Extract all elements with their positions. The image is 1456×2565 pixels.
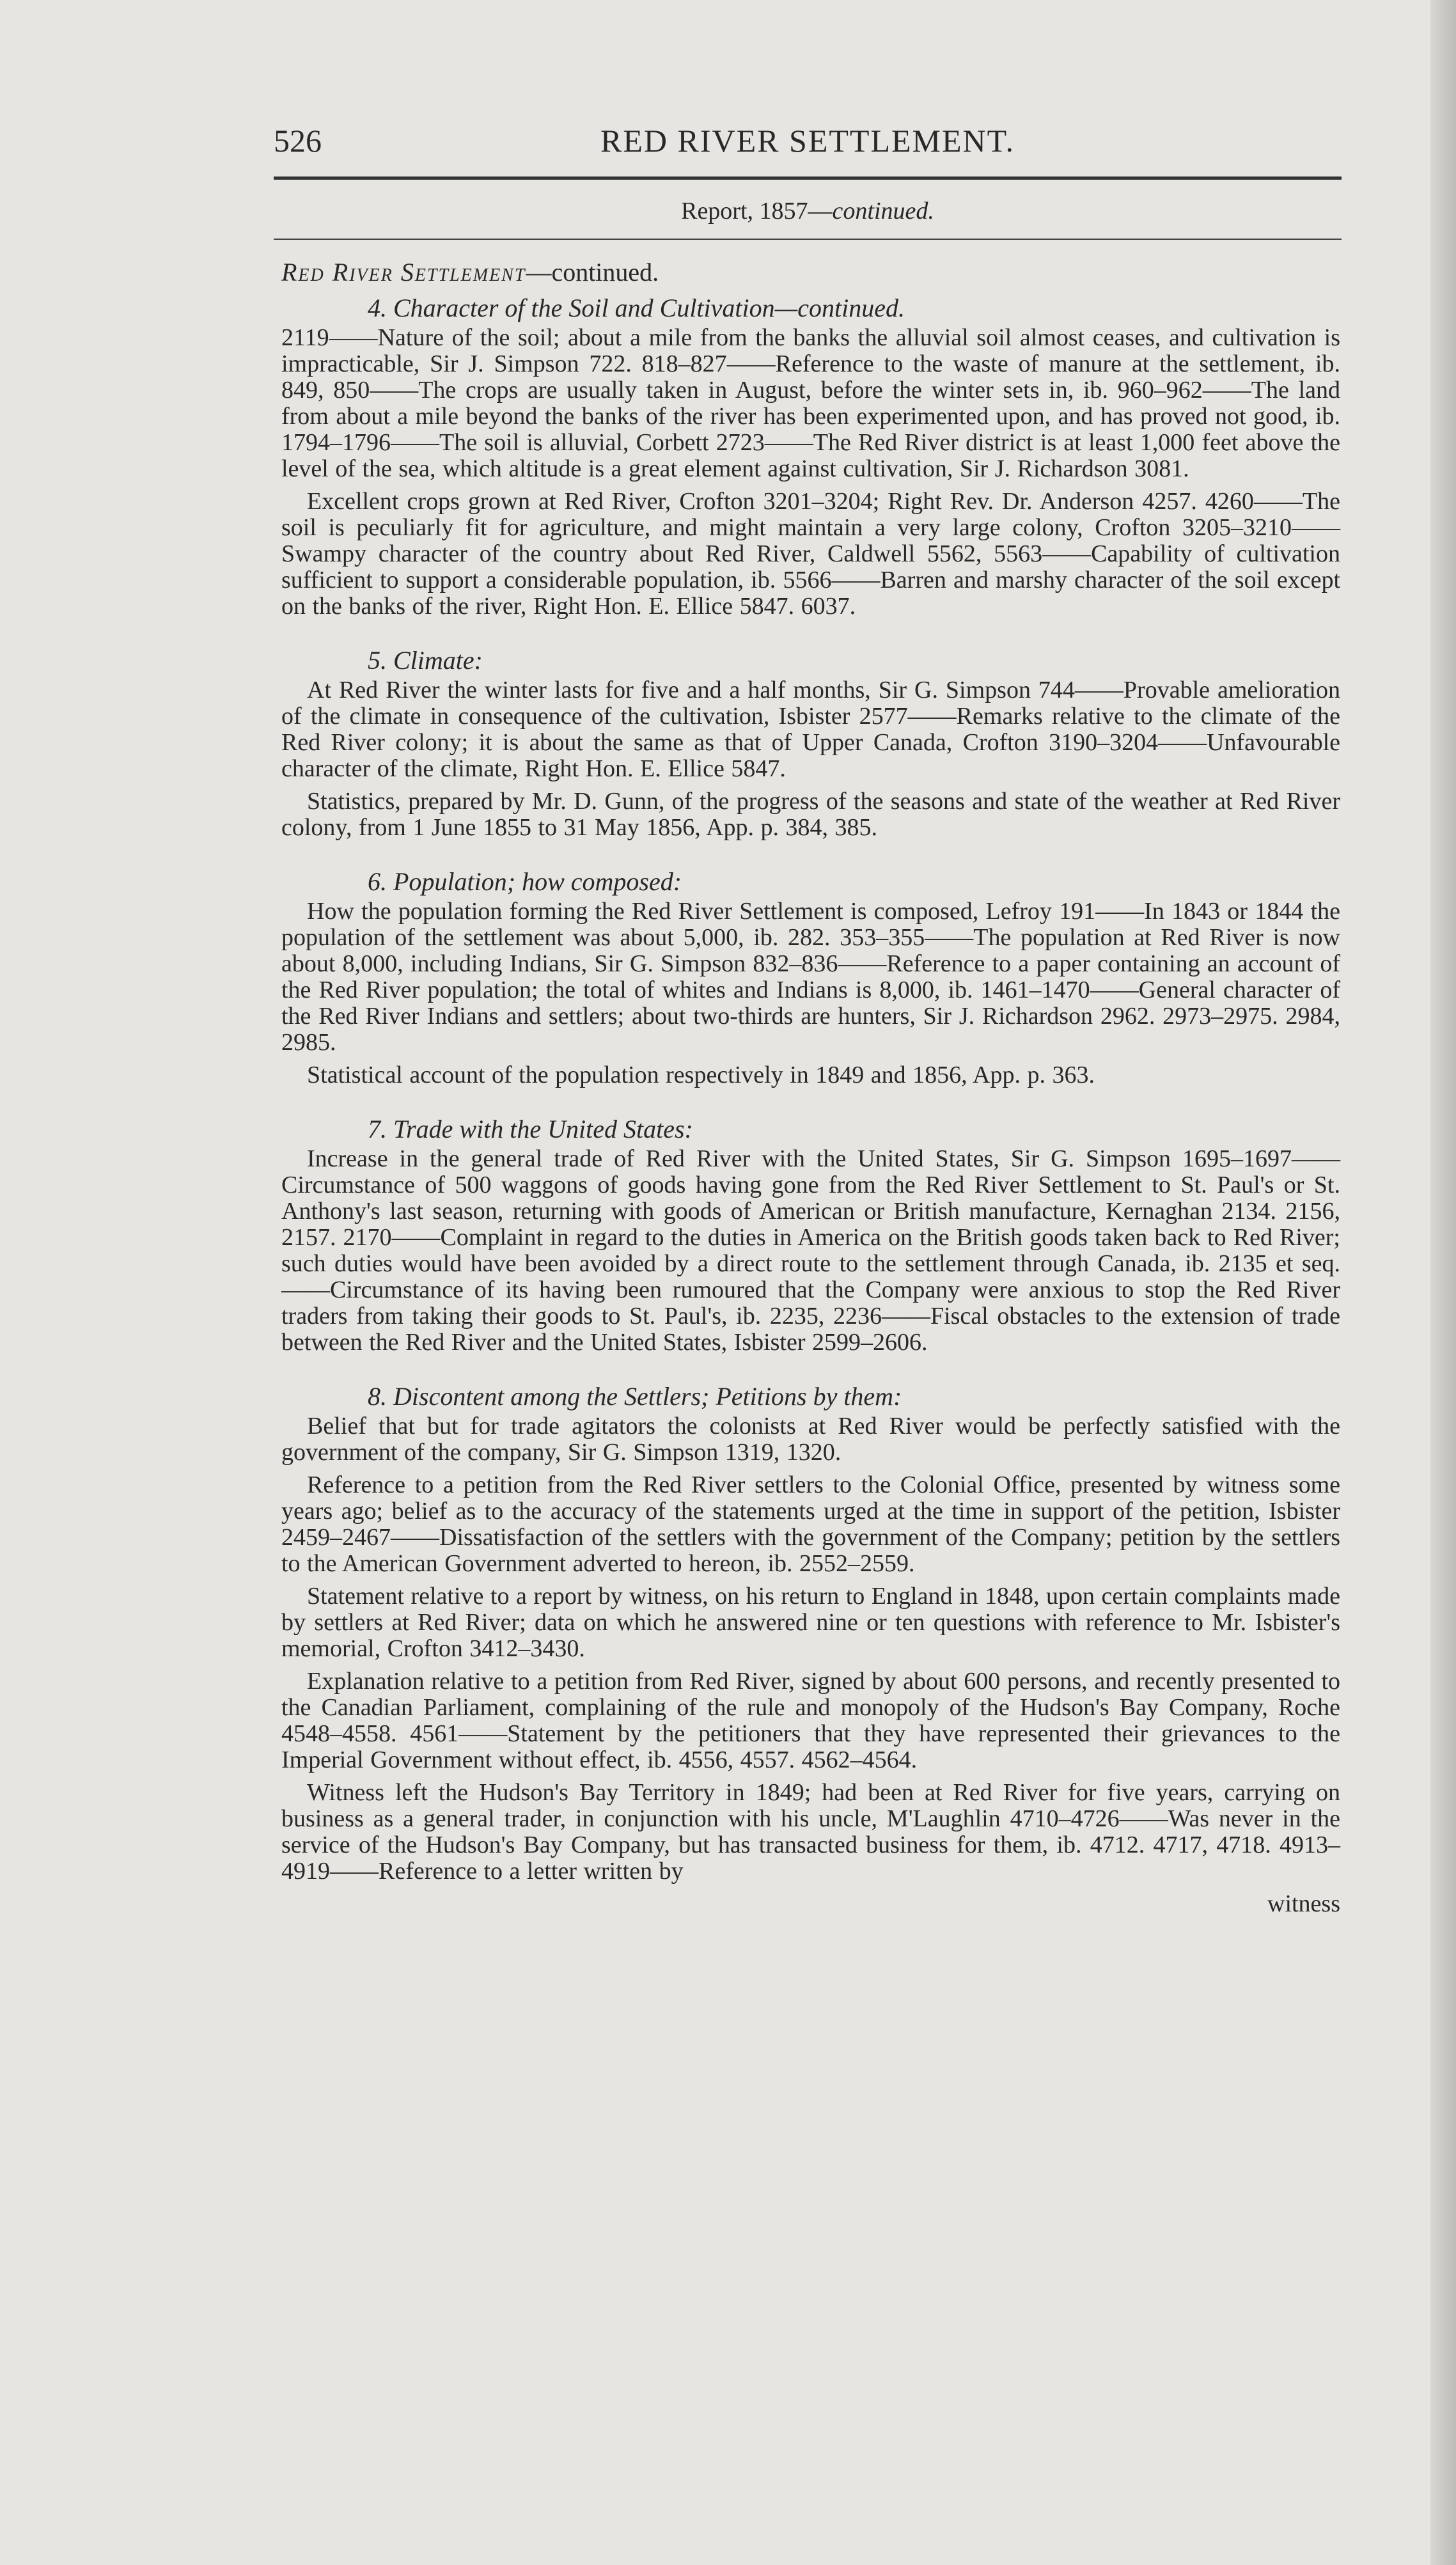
continued-label: continued.	[832, 198, 934, 224]
subsection-heading-8: 8. Discontent among the Settlers; Petitions by them:	[368, 1382, 902, 1411]
paragraph: At Red River the winter lasts for five and a half months, Sir G. Simpson 744——Provable amelioration of the climate in consequence of the cultivation, Isbister 2577——Remarks relative to the climate of the Red River colony; it is about the same as that of Upper Canada, Crofton 3190–3204——Unfavourable character of the climate, Right Hon. E. Ellice 5847.	[281, 677, 1340, 782]
subheader-rule	[274, 239, 1342, 240]
report-label: Report, 1857—	[681, 198, 833, 224]
paragraph: Witness left the Hudson's Bay Territory in 1849; had been at Red River for five years, carrying on business as a general trader, in conjunction with his uncle, M'Laughlin 4710–4726——Was never in the service of the Hudson's Bay Company, but has transacted business for them, ib. 4712. 4717, 4718. 4913–4919——Reference to a letter written by	[281, 1779, 1340, 1885]
subsection-heading-7: 7. Trade with the United States:	[368, 1115, 693, 1143]
paragraph: Increase in the general trade of Red River with the United States, Sir G. Simpson 1695–1697——Circumstance of 500 waggons of goods having gone from the Red River Settlement to St. Paul's or St. Anthony's last season, returning with goods of American or British manufacture, Kernaghan 2134. 2156, 2157. 2170——Complaint in regard to the duties in America on the British goods taken back to Red River; such duties would have been avoided by a direct route to the settlement through Canada, ib. 2135 et seq. ——Circumstance of its having been rumoured that the Company were anxious to stop the Red River traders from taking their goods to St. Paul's, ib. 2235, 2236——Fiscal obstacles to the extension of trade between the Red River and the United States, Isbister 2599–2606.	[281, 1145, 1340, 1356]
paragraph: Excellent crops grown at Red River, Crofton 3201–3204; Right Rev. Dr. Anderson 4257. 4260——The soil is peculiarly fit for agriculture, and might maintain a very large colony, Crofton 3205–3210——Swampy character of the country about Red River, Caldwell 5562, 5563——Capability of cultivation sufficient to support a considerable population, ib. 5566——Barren and marshy character of the soil except on the banks of the river, Right Hon. E. Ellice 5847. 6037.	[281, 488, 1340, 620]
page-number: 526	[274, 123, 322, 159]
header-rule	[274, 176, 1342, 180]
page-header	[274, 118, 1342, 169]
section-title-suffix: —continued.	[526, 258, 659, 286]
section-title	[281, 259, 1340, 285]
paragraph: 2119——Nature of the soil; about a mile from the banks the alluvial soil almost ceases, and cultivation is impracticable, Sir J. Simpson 722. 818–827——Reference to the waste of manure at the settlement, ib. 849, 850——The crops are usually taken in August, before the winter sets in, ib. 960–962——The land from about a mile beyond the banks of the river has been experimented upon, and has proved not good, ib. 1794–1796——The soil is alluvial, Corbett 2723——The Red River district is at least 1,000 feet above the level of the sea, which altitude is a great element against cultivation, Sir J. Richardson 3081.	[281, 324, 1340, 482]
paragraph: Reference to a petition from the Red River settlers to the Colonial Office, presented by witness some years ago; belief as to the accuracy of the statements urged at the time in support of the petition, Isbister 2459–2467——Dissatisfaction of the settlers with the government of the Company; petition by the settlers to the American Government adverted to hereon, ib. 2552–2559.	[281, 1471, 1340, 1577]
paragraph: How the population forming the Red River Settlement is composed, Lefroy 191——In 1843 or 1844 the population of the settlement was about 5,000, ib. 282. 353–355——The population at Red River is now about 8,000, including Indians, Sir G. Simpson 832–836——Reference to a paper containing an account of the Red River population; the total of whites and Indians is 8,000, ib. 1461–1470——General character of the Red River Indians and settlers; about two-thirds are hunters, Sir J. Richardson 2962. 2973–2975. 2984, 2985.	[281, 898, 1340, 1056]
subsection-heading-5: 5. Climate:	[368, 646, 483, 675]
paragraph: Belief that but for trade agitators the colonists at Red River would be perfectly satisfied with the government of the company, Sir G. Simpson 1319, 1320.	[281, 1413, 1340, 1466]
paragraph: Statistical account of the population respectively in 1849 and 1856, App. p. 363.	[307, 1062, 1095, 1088]
page-edge-shadow	[1430, 0, 1456, 2565]
report-subheader	[274, 197, 1342, 225]
paragraph: Statistics, prepared by Mr. D. Gunn, of the progress of the seasons and state of the weather at Red River colony, from 1 June 1855 to 31 May 1856, App. p. 384, 385.	[281, 788, 1340, 841]
section-title-name: Red River Settlement	[281, 258, 526, 286]
subsection-heading-4: 4. Character of the Soil and Cultivation—continued.	[368, 294, 905, 322]
subsection-heading-6: 6. Population; how composed:	[368, 867, 682, 896]
document-body	[281, 259, 1340, 1917]
paragraph: Explanation relative to a petition from Red River, signed by about 600 persons, and recently presented to the Canadian Parliament, complaining of the rule and monopoly of the Hudson's Bay Company, Roche 4548–4558. 4561——Statement by the petitioners that they have represented their grievances to the Imperial Government without effect, ib. 4556, 4557. 4562–4564.	[281, 1668, 1340, 1773]
paragraph: Statement relative to a report by witness, on his return to England in 1848, upon certain complaints made by settlers at Red River; data on which he answered nine or ten questions with reference to Mr. Isbister's memorial, Crofton 3412–3430.	[281, 1583, 1340, 1662]
catchword: witness	[1267, 1890, 1340, 1917]
running-title: RED RIVER SETTLEMENT.	[600, 123, 1015, 159]
